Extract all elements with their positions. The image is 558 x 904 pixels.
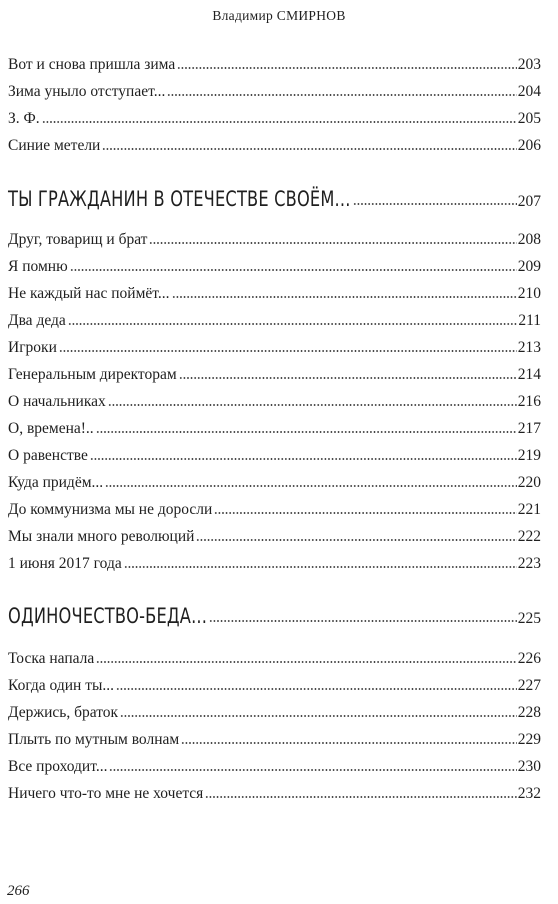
dot-leader <box>196 538 516 542</box>
toc-title: Игроки <box>8 339 57 356</box>
toc-page-number: 223 <box>517 555 541 572</box>
toc-title: Друг, товарищ и брат <box>8 231 148 248</box>
toc-page-number: 211 <box>518 312 541 329</box>
toc-page-number: 205 <box>517 110 541 127</box>
toc-entry <box>8 83 541 101</box>
dot-leader <box>179 376 517 380</box>
toc-entry <box>8 677 541 695</box>
toc-title: До коммунизма мы не доросли <box>8 501 213 518</box>
toc-page-number: 217 <box>517 420 541 437</box>
toc-title: Синие метели <box>8 137 101 154</box>
toc-page-number: 204 <box>517 83 541 100</box>
toc-entry <box>8 312 541 330</box>
toc-entry <box>8 285 541 303</box>
toc-page-number: 220 <box>517 474 541 491</box>
toc-entry <box>8 56 541 74</box>
toc-page-number: 203 <box>517 56 541 73</box>
toc-title: Два деда <box>8 312 66 329</box>
toc-entry <box>8 650 541 668</box>
toc-entry <box>8 704 541 722</box>
toc-title: Когда один ты... <box>8 677 115 694</box>
toc-page-number: 221 <box>517 501 541 518</box>
running-header: Владимир СМИРНОВ <box>212 8 346 23</box>
dot-leader <box>214 511 516 515</box>
toc-page-number: 227 <box>517 677 541 694</box>
toc-page-number: 228 <box>517 704 541 721</box>
toc-title: Тоска напала <box>8 650 95 667</box>
dot-leader <box>172 295 517 299</box>
dot-leader <box>181 741 517 745</box>
toc-page-number: 216 <box>517 393 541 410</box>
toc-section-heading <box>8 187 541 211</box>
toc-page-number: 219 <box>517 447 541 464</box>
dot-leader <box>149 241 516 245</box>
toc-entry <box>8 339 541 357</box>
toc-entry <box>8 731 541 749</box>
toc-page-number: 229 <box>517 731 541 748</box>
toc-title: З. Ф. <box>8 110 40 127</box>
toc-entry <box>8 447 541 465</box>
toc-entry <box>8 474 541 492</box>
toc-title: О, времена!.. <box>8 420 94 437</box>
toc-page-number: 209 <box>517 258 541 275</box>
toc-title: ОДИНОЧЕСТВО-БЕДА... <box>8 604 208 628</box>
dot-leader <box>42 120 517 124</box>
toc-page-number: 208 <box>517 231 541 248</box>
dot-leader <box>167 93 516 97</box>
toc-title: Плыть по мутным волнам <box>8 731 180 748</box>
dot-leader <box>124 565 517 569</box>
toc-title: Ничего что-то мне не хочется <box>8 785 204 802</box>
toc-page-number: 226 <box>517 650 541 667</box>
page-number: 266 <box>7 883 30 899</box>
toc-title: Держись, браток <box>8 704 119 721</box>
toc-section-heading <box>8 604 541 628</box>
toc-page-number: 232 <box>517 785 541 802</box>
toc-entry <box>8 110 541 128</box>
dot-leader <box>177 66 516 70</box>
toc-page-number: 210 <box>517 285 541 302</box>
toc-title: О начальниках <box>8 393 106 410</box>
toc-page-number: 225 <box>517 610 541 627</box>
dot-leader <box>96 430 517 434</box>
dot-leader <box>90 457 517 461</box>
toc-title: О равенстве <box>8 447 88 464</box>
dot-leader <box>108 403 517 407</box>
toc-title: Все проходит... <box>8 758 108 775</box>
toc-title: Не каждый нас поймёт... <box>8 285 170 302</box>
toc-page-number: 206 <box>517 137 541 154</box>
toc-entry <box>8 137 541 155</box>
dot-leader <box>109 768 516 772</box>
dot-leader <box>105 484 517 488</box>
dot-leader <box>209 619 517 623</box>
toc-entry <box>8 231 541 249</box>
dot-leader <box>68 322 518 326</box>
toc-title: Вот и снова пришла зима <box>8 56 176 73</box>
toc-entry <box>8 420 541 438</box>
toc-title: ТЫ ГРАЖДАНИН В ОТЕЧЕСТВЕ СВОЁМ... <box>8 187 351 211</box>
toc-entry <box>8 785 541 803</box>
toc-entry <box>8 501 541 519</box>
toc-page-number: 230 <box>517 758 541 775</box>
toc-entry <box>8 555 541 573</box>
toc-entry <box>8 258 541 276</box>
toc-title: Я помню <box>8 258 68 275</box>
toc-entry <box>8 528 541 546</box>
toc-title: Генеральным директорам <box>8 366 177 383</box>
toc-entry <box>8 366 541 384</box>
dot-leader <box>96 660 516 664</box>
toc-entry <box>8 393 541 411</box>
dot-leader <box>120 714 517 718</box>
toc-entry <box>8 758 541 776</box>
dot-leader <box>205 795 516 799</box>
dot-leader <box>116 687 517 691</box>
dot-leader <box>59 349 517 353</box>
dot-leader <box>70 268 517 272</box>
dot-leader <box>102 147 516 151</box>
dot-leader <box>353 202 517 206</box>
toc-title: Мы знали много революций <box>8 528 195 545</box>
toc-page-number: 214 <box>517 366 541 383</box>
toc-title: Зима уныло отступает... <box>8 83 166 100</box>
toc-title: Куда придём... <box>8 474 104 491</box>
toc-title: 1 июня 2017 года <box>8 555 122 572</box>
toc-page-number: 207 <box>517 193 541 210</box>
toc-page-number: 213 <box>517 339 541 356</box>
toc-page-number: 222 <box>517 528 541 545</box>
